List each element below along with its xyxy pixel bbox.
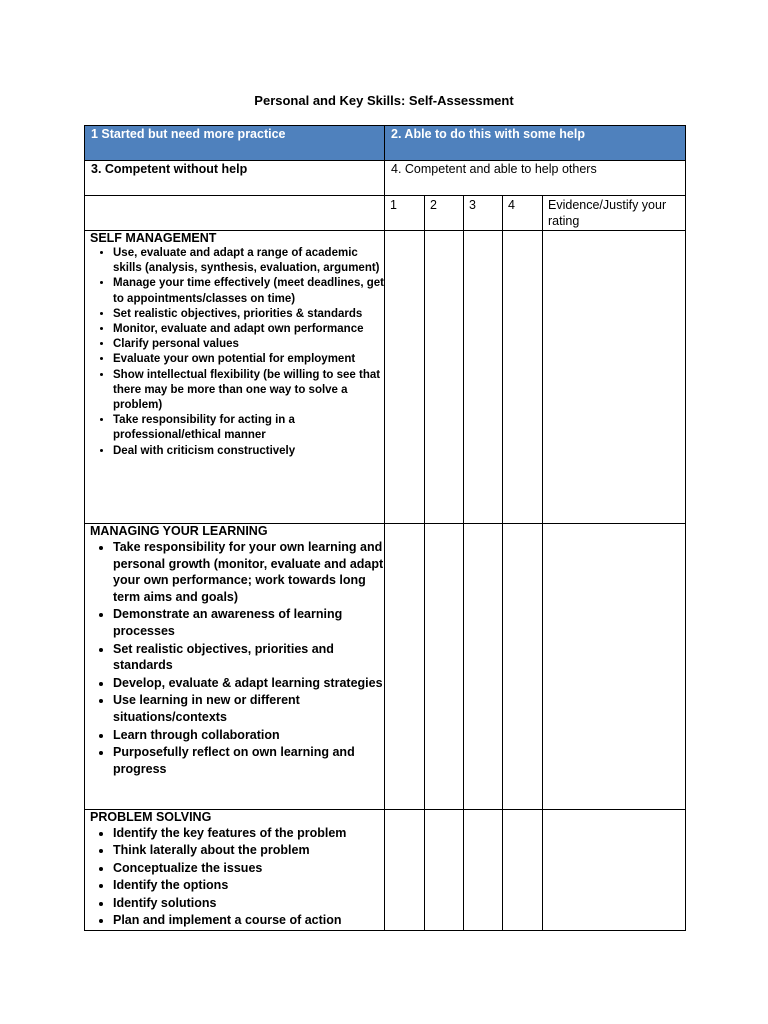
skill-item: • Take responsibility for your own learning and personal growth (monitor, evaluate and adapt your own performance; work towards long term aims and goals) bbox=[113, 539, 384, 605]
scale-level-4: 4. Competent and able to help others bbox=[385, 161, 686, 196]
skill-item: • Evaluate your own potential for employment bbox=[113, 352, 384, 367]
rating-column-1: 1 bbox=[385, 196, 425, 231]
column-header-row bbox=[85, 196, 686, 231]
skill-item: • Set realistic objectives, priorities and standards bbox=[113, 641, 384, 674]
rating-cell[interactable] bbox=[385, 524, 425, 810]
evidence-cell[interactable] bbox=[543, 810, 686, 931]
section-cell bbox=[85, 524, 385, 810]
self-assessment-table bbox=[84, 125, 686, 931]
rating-cell[interactable] bbox=[503, 524, 543, 810]
skill-item: • Identify the options bbox=[113, 877, 384, 894]
rating-cell[interactable] bbox=[425, 524, 464, 810]
skill-item: • Develop, evaluate & adapt learning strategies bbox=[113, 675, 384, 692]
skill-item: • Conceptualize the issues bbox=[113, 860, 384, 877]
skill-item: • Use learning in new or different situations/contexts bbox=[113, 692, 384, 725]
skill-item: • Demonstrate an awareness of learning processes bbox=[113, 606, 384, 639]
scale-level-3: 3. Competent without help bbox=[85, 161, 385, 196]
rating-cell[interactable] bbox=[503, 810, 543, 931]
section-row-problem-solving bbox=[85, 810, 686, 931]
rating-scale-header-row bbox=[85, 126, 686, 161]
skill-list bbox=[85, 539, 384, 777]
section-cell bbox=[85, 231, 385, 524]
scale-level-1: 1 Started but need more practice bbox=[85, 126, 385, 161]
skill-item: • Learn through collaboration bbox=[113, 727, 384, 744]
rating-column-3: 3 bbox=[464, 196, 503, 231]
skill-column-header bbox=[85, 196, 385, 231]
section-row-managing-learning bbox=[85, 524, 686, 810]
skill-item: • Purposefully reflect on own learning and progress bbox=[113, 744, 384, 777]
skill-item: • Show intellectual flexibility (be willing to see that there may be more than one way to solve a problem) bbox=[113, 368, 384, 414]
skill-item: • Identify solutions bbox=[113, 895, 384, 912]
skill-item: • Identify the key features of the problem bbox=[113, 825, 384, 842]
rating-column-2: 2 bbox=[425, 196, 464, 231]
rating-cell[interactable] bbox=[464, 810, 503, 931]
skill-item: • Manage your time effectively (meet deadlines, get to appointments/classes on time) bbox=[113, 276, 384, 306]
skill-item: • Set realistic objectives, priorities & standards bbox=[113, 307, 384, 322]
rating-cell[interactable] bbox=[385, 231, 425, 524]
skill-list bbox=[85, 825, 384, 929]
evidence-cell[interactable] bbox=[543, 231, 686, 524]
evidence-cell[interactable] bbox=[543, 524, 686, 810]
rating-cell[interactable] bbox=[425, 231, 464, 524]
skill-item: • Use, evaluate and adapt a range of academic skills (analysis, synthesis, evaluation, argument) bbox=[113, 246, 384, 276]
section-heading: MANAGING YOUR LEARNING bbox=[90, 524, 268, 538]
scale-level-2: 2. Able to do this with some help bbox=[385, 126, 686, 161]
skill-list bbox=[85, 246, 384, 459]
rating-cell[interactable] bbox=[385, 810, 425, 931]
evidence-column-header: Evidence/Justify your rating bbox=[543, 196, 686, 231]
page-title: Personal and Key Skills: Self-Assessment bbox=[254, 93, 514, 108]
skill-item: • Plan and implement a course of action bbox=[113, 912, 384, 929]
skill-item: • Monitor, evaluate and adapt own performance bbox=[113, 322, 384, 337]
skill-item: • Take responsibility for acting in a professional/ethical manner bbox=[113, 413, 384, 443]
section-heading: PROBLEM SOLVING bbox=[90, 810, 212, 824]
skill-item: • Clarify personal values bbox=[113, 337, 384, 352]
section-cell bbox=[85, 810, 385, 931]
rating-cell[interactable] bbox=[425, 810, 464, 931]
rating-cell[interactable] bbox=[464, 231, 503, 524]
skill-item: • Deal with criticism constructively bbox=[113, 444, 384, 459]
skill-item: • Think laterally about the problem bbox=[113, 842, 384, 859]
rating-scale-row bbox=[85, 161, 686, 196]
section-row-self-management bbox=[85, 231, 686, 524]
rating-column-4: 4 bbox=[503, 196, 543, 231]
section-heading: SELF MANAGEMENT bbox=[90, 231, 217, 245]
rating-cell[interactable] bbox=[464, 524, 503, 810]
rating-cell[interactable] bbox=[503, 231, 543, 524]
